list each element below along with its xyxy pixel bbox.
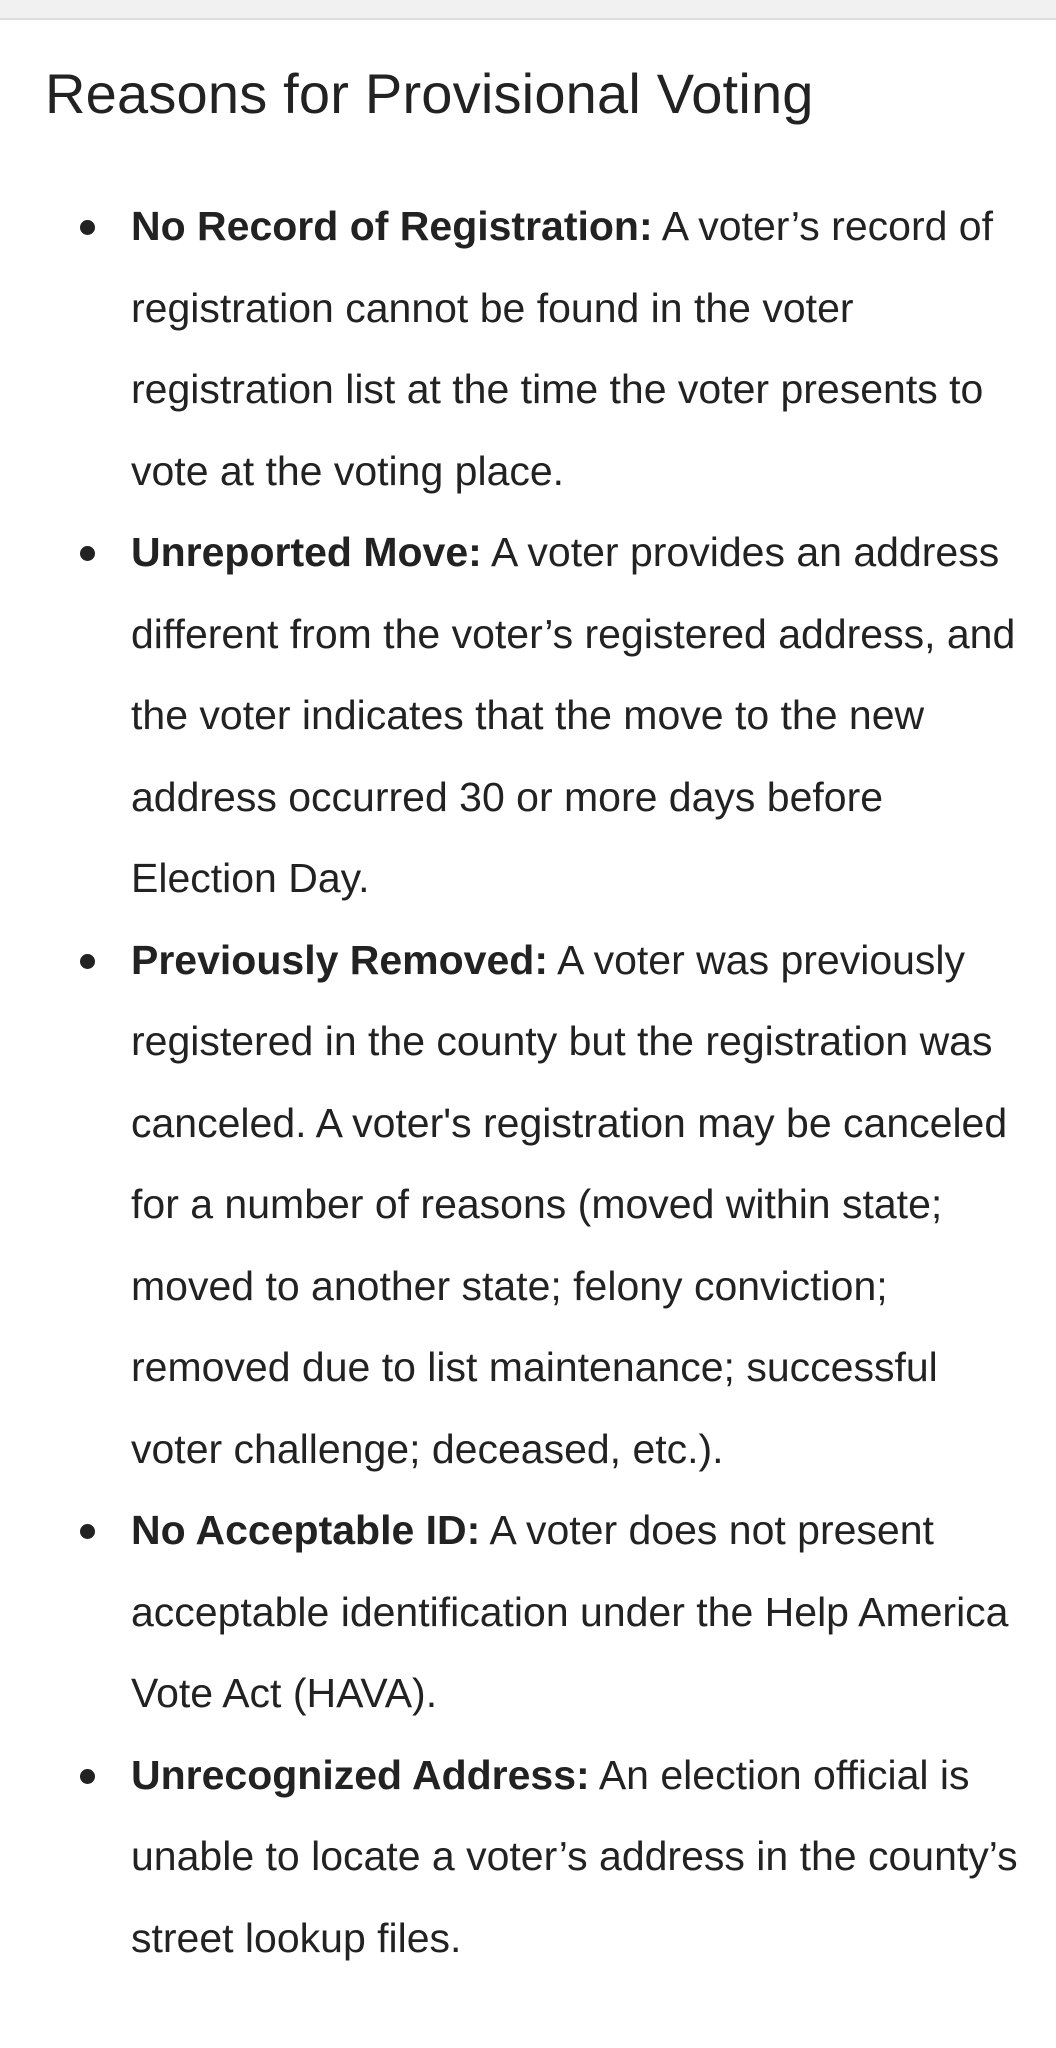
- bullet-icon: [80, 546, 95, 561]
- bullet-icon: [80, 1524, 95, 1539]
- reason-description: A voter does not present acceptable identification under the Help America Vote Act (HAVA).: [131, 1507, 1009, 1716]
- bullet-icon: [80, 954, 95, 969]
- top-bar: [0, 0, 1056, 20]
- list-item-unrecognized-address: [45, 1735, 1025, 1980]
- reason-term: No Acceptable ID:: [131, 1507, 481, 1553]
- reason-description: A voter’s record of registration cannot be found in the voter registration list at the time the voter presents to vote at the voting place.: [131, 203, 993, 494]
- reason-term: Unrecognized Address:: [131, 1751, 590, 1798]
- reason-description: A voter provides an address different from the voter’s registered address, and the voter indicates that the move to the new address occurred 30 or more days before Election Day.: [131, 529, 1016, 901]
- reason-term: Previously Removed:: [131, 936, 548, 983]
- page-title: Reasons for Provisional Voting: [45, 62, 814, 125]
- bullet-icon: [80, 220, 95, 235]
- list-item-previously-removed: [45, 920, 1025, 1491]
- reason-description: A voter was previously registered in the county but the registration was canceled. A voter's registration may be canceled for a number of reasons (moved within state; moved to another state; felony conviction; removed due to list maintenance; successful voter challenge; deceased, etc.).: [131, 936, 1008, 1472]
- reasons-list: [45, 186, 1025, 1979]
- list-item-no-record: [45, 186, 1025, 512]
- reason-term: No Record of Registration:: [131, 203, 653, 249]
- list-item-no-acceptable-id: [45, 1490, 1025, 1735]
- reason-description: An election official is unable to locate a voter’s address in the county’s street lookup files.: [131, 1751, 1018, 1961]
- reason-term: Unreported Move:: [131, 529, 482, 575]
- article-content: [45, 52, 1025, 1961]
- bullet-icon: [80, 1769, 95, 1784]
- list-item-unreported-move: [45, 512, 1025, 920]
